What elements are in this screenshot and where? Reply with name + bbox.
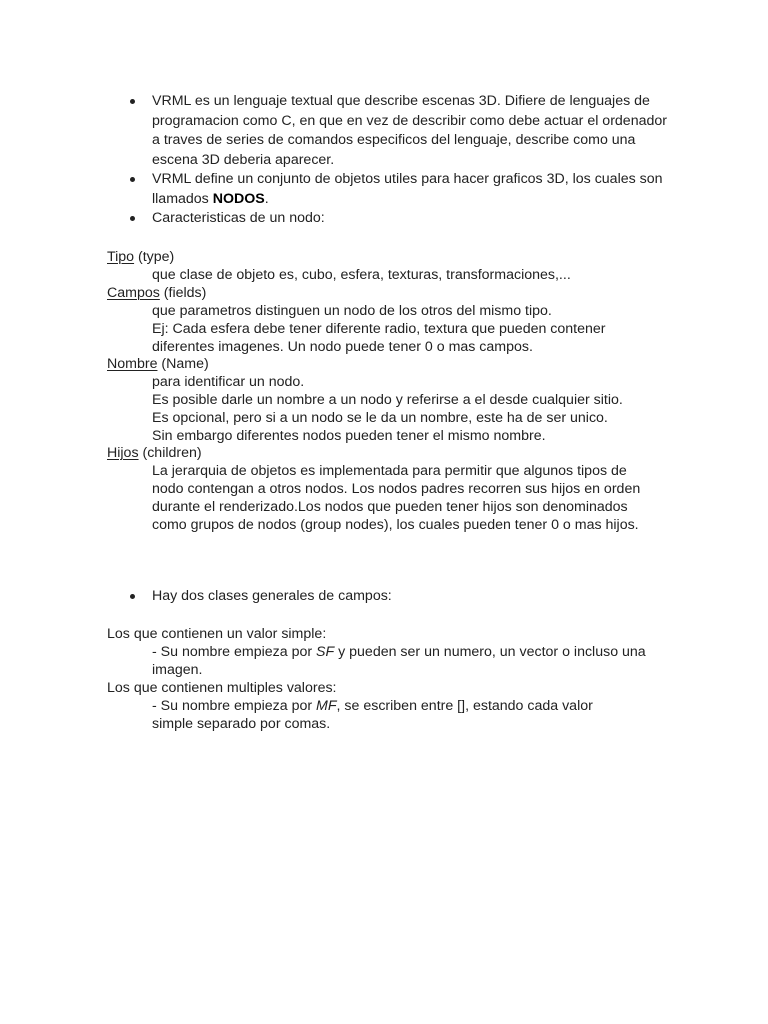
class-heading: Los que contienen un valor simple: bbox=[107, 626, 327, 642]
description-line: La jerarquia de objetos es implementada para permitir que algunos tipos de nodo contengan a otros nodos. Los nodos padres recorren sus hijos en orden durante el renderizado.Los nodos que pueden tener hijos son denominados como grupos de nodos (group nodes), los cuales pueden tener 0 o mas hijos. bbox=[152, 463, 641, 533]
field-class-simple bbox=[107, 625, 667, 679]
field-description bbox=[107, 266, 667, 284]
description-text: - Su nombre empieza por bbox=[152, 698, 317, 714]
field-classes-bullet-list bbox=[130, 587, 670, 607]
field-description bbox=[107, 373, 667, 445]
field-description bbox=[107, 302, 667, 356]
bullet-node-characteristics: Caracteristicas de un nodo: bbox=[130, 209, 670, 229]
description-line: que clase de objeto es, cubo, esfera, texturas, transformaciones,... bbox=[152, 267, 571, 283]
nodos-emphasis: NODOS bbox=[212, 190, 265, 207]
term-label: Hijos bbox=[107, 445, 139, 461]
field-term bbox=[107, 284, 667, 302]
sf-prefix: SF bbox=[316, 644, 335, 660]
description-line: para identificar un nodo. bbox=[152, 374, 305, 390]
term-gloss: (type) bbox=[134, 249, 175, 265]
field-nombre bbox=[107, 355, 667, 445]
mf-prefix: MF bbox=[316, 698, 337, 714]
field-class-multiple bbox=[107, 679, 667, 733]
class-description bbox=[107, 643, 662, 679]
bullet-vrml-nodes bbox=[130, 170, 670, 209]
description-line: Ej: Cada esfera debe tener diferente radio, textura que pueden contener diferentes imagenes. Un nodo puede tener 0 o mas campos. bbox=[152, 321, 606, 355]
term-gloss: (fields) bbox=[159, 285, 207, 301]
term-gloss: (children) bbox=[138, 445, 202, 461]
description-line bbox=[152, 643, 662, 679]
description-text-end: , se escriben entre [], estando cada valor simple separado por comas. bbox=[152, 698, 593, 732]
field-description bbox=[107, 462, 662, 534]
description-line bbox=[152, 697, 632, 733]
field-campos bbox=[107, 284, 667, 356]
bullet-vrml-definition: VRML es un lenguaje textual que describe escenas 3D. Difiere de lenguajes de programacion como C, en que en vez de describir como debe actuar el ordenador a traves de series de comandos especificos del lenguaje, describe como una escena 3D deberia aparecer. bbox=[130, 92, 670, 170]
term-gloss: (Name) bbox=[157, 356, 209, 372]
class-description bbox=[107, 697, 632, 733]
field-tipo bbox=[107, 248, 667, 284]
description-text-end: y pueden ser un numero, un vector o incluso una imagen. bbox=[152, 644, 646, 678]
bullet-text-end: . bbox=[264, 190, 269, 207]
class-heading: Los que contienen multiples valores: bbox=[107, 680, 337, 696]
term-label: Campos bbox=[107, 285, 160, 301]
bullet-text: VRML define un conjunto de objetos utiles para hacer graficos 3D, los cuales son llamados bbox=[152, 171, 663, 207]
bullet-field-classes: Hay dos clases generales de campos: bbox=[130, 587, 670, 607]
description-line: que parametros distinguen un nodo de los otros del mismo tipo. bbox=[152, 303, 552, 319]
intro-bullet-list bbox=[130, 92, 670, 229]
description-text: - Su nombre empieza por bbox=[152, 644, 317, 660]
term-label: Nombre bbox=[107, 356, 158, 372]
description-line: Es posible darle un nombre a un nodo y referirse a el desde cualquier sitio. bbox=[152, 392, 623, 408]
term-label: Tipo bbox=[107, 249, 135, 265]
field-hijos bbox=[107, 444, 667, 534]
description-line: Es opcional, pero si a un nodo se le da un nombre, este ha de ser unico. bbox=[152, 410, 608, 426]
field-term bbox=[107, 355, 667, 373]
field-term bbox=[107, 444, 667, 462]
description-line: Sin embargo diferentes nodos pueden tener el mismo nombre. bbox=[152, 428, 546, 444]
field-term bbox=[107, 248, 667, 266]
